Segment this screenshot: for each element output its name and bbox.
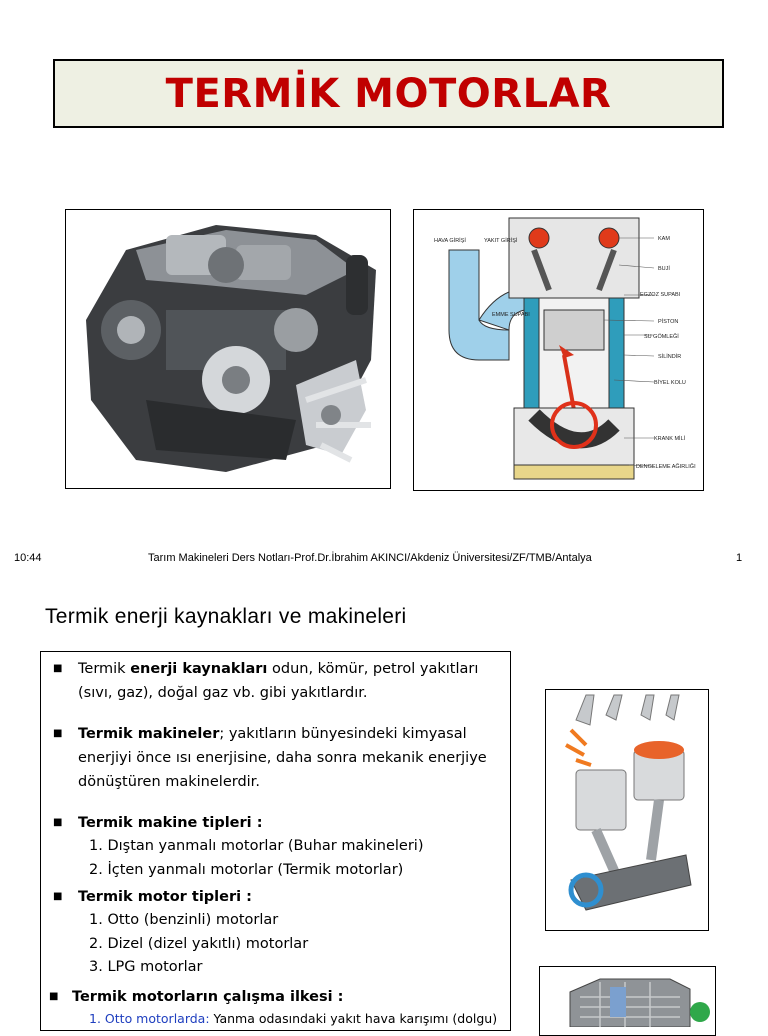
label-yakit: YAKIT GİRİŞİ bbox=[484, 238, 518, 244]
label-dengeleme: DENGELEME AĞIRLIĞI bbox=[636, 464, 696, 470]
slide-title-box bbox=[53, 59, 724, 128]
b1-bold: enerji kaynakları bbox=[130, 661, 268, 677]
otto-text: Yanma odasındaki yakıt hava karışımı (dolgu) bbox=[209, 1011, 498, 1026]
b1-pre: Termik bbox=[78, 661, 131, 677]
label-egzoz: EGZOZ SUPABI bbox=[640, 292, 681, 298]
slide2-title: Termik enerji kaynakları ve makineleri bbox=[45, 605, 407, 628]
label-piston: PİSTON bbox=[658, 319, 679, 325]
list-item: 2. İçten yanmalı motorlar (Termik motorlar) bbox=[89, 861, 404, 878]
footer-page-number: 1 bbox=[736, 552, 743, 564]
otto-label: Otto motorlarda: bbox=[104, 1011, 210, 1026]
list-item: 1. Otto (benzinli) motorlar bbox=[89, 912, 279, 928]
label-hava: HAVA GİRİŞİ bbox=[434, 238, 466, 244]
slide-title: TERMİK MOTORLAR bbox=[165, 70, 612, 117]
engine-photo bbox=[65, 209, 391, 489]
label-biyel: BİYEL KOLU bbox=[654, 380, 686, 386]
b5-rest: : bbox=[332, 989, 344, 1005]
engine-block-drawing bbox=[540, 967, 715, 1027]
motor-types-list bbox=[89, 908, 308, 979]
bullet-machine-types bbox=[78, 811, 500, 835]
b1-rest: odun, kömür, petrol yakıtları (sıvı, gaz), doğal gaz vb. gibi yakıtlardır. bbox=[78, 661, 479, 701]
machine-types-list bbox=[89, 834, 423, 881]
footer-course: Tarım Makineleri Ders Notları-Prof.Dr.İbrahim AKINCI/Akdeniz Üniversitesi/ZF/TMB/Antalya bbox=[148, 552, 592, 564]
label-silindir: SİLİNDİR bbox=[658, 354, 682, 360]
piston-illustration bbox=[545, 689, 709, 931]
b4-bold: Termik motor tipleri bbox=[78, 889, 242, 905]
b2-bold: Termik makineler bbox=[78, 726, 220, 742]
piston-drawing bbox=[546, 690, 708, 930]
footer-time: 10:44 bbox=[14, 552, 42, 564]
label-kam: KAM bbox=[658, 236, 670, 242]
bullet-marker: ■ bbox=[49, 991, 59, 1002]
b2-rest: ; yakıtların bünyesindeki kimyasal enerjiyi önce ısı enerjisine, daha sonra mekanik enerjiye dönüştüren makinelerdir. bbox=[78, 726, 487, 790]
cutaway-illustration bbox=[414, 210, 703, 490]
label-krank: KRANK MİLİ bbox=[654, 436, 686, 442]
bullet-marker: ■ bbox=[53, 891, 63, 902]
otto-num: 1. bbox=[89, 1011, 101, 1026]
engine-illustration bbox=[66, 210, 390, 488]
label-su: SU GÖMLEĞİ bbox=[644, 334, 679, 340]
list-item: 1. Dıştan yanmalı motorlar (Buhar makineleri) bbox=[89, 838, 424, 854]
bullet-motor-types bbox=[78, 885, 500, 909]
bullet-thermal-machines bbox=[78, 722, 500, 794]
engine-cutaway-diagram bbox=[413, 209, 704, 491]
list-item: 2. Dizel (dizel yakıtlı) motorlar bbox=[89, 935, 309, 952]
b3-bold: Termik makine tipleri bbox=[78, 815, 252, 831]
bullet-marker: ■ bbox=[53, 728, 63, 739]
otto-principle-line bbox=[89, 1007, 497, 1031]
b4-rest: : bbox=[241, 889, 252, 905]
bullet-marker: ■ bbox=[53, 663, 63, 674]
b3-rest: : bbox=[251, 815, 263, 831]
bullet-working-principle bbox=[72, 985, 500, 1009]
content-box bbox=[40, 651, 511, 1031]
bullet-marker: ■ bbox=[53, 817, 63, 828]
list-item: 3. LPG motorlar bbox=[89, 959, 203, 975]
engine-block-illustration bbox=[539, 966, 716, 1036]
label-buji: BUJİ bbox=[658, 266, 670, 272]
b5-bold: Termik motorların çalışma ilkesi bbox=[72, 989, 333, 1005]
bullet-energy-sources bbox=[78, 657, 500, 705]
label-emme: EMME SUPABI bbox=[492, 312, 530, 318]
